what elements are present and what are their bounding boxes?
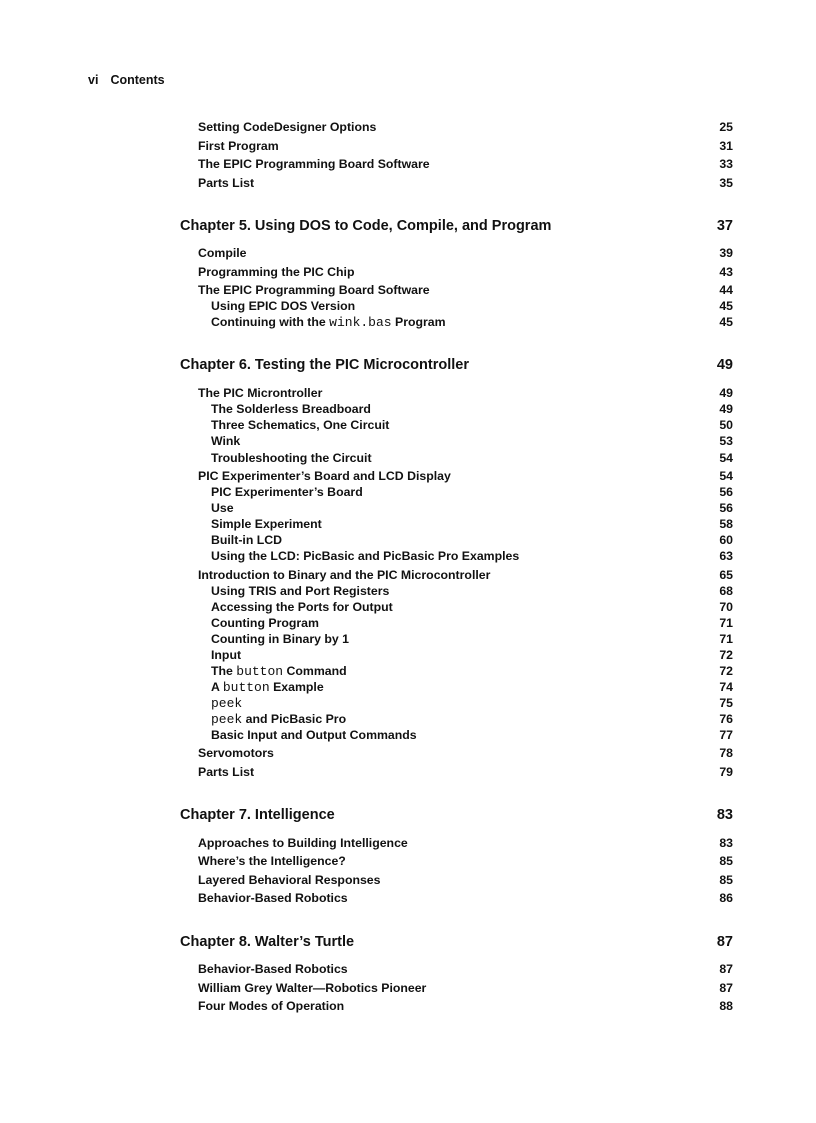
chapter-title: Chapter 6. Testing the PIC Microcontroller [180, 357, 469, 373]
chapter-page: 83 [716, 807, 733, 823]
toc-entry-page: 31 [719, 139, 733, 153]
toc-entry-title: Using the LCD: PicBasic and PicBasic Pro Examples [211, 549, 520, 563]
toc-entry-title: Four Modes of Operation [198, 999, 345, 1013]
toc-entry-title: Input [211, 648, 242, 662]
toc-entry-page: 35 [719, 176, 733, 190]
toc-entry-page: 88 [719, 999, 733, 1013]
toc-entry-title: Three Schematics, One Circuit [211, 418, 390, 432]
toc-entry-title: Where’s the Intelligence? [198, 854, 346, 868]
toc-entry-page: 50 [719, 418, 733, 432]
toc-entry-page: 39 [719, 246, 733, 260]
toc-entry-title: The PIC Microntroller [198, 386, 323, 400]
toc-entry-title: Layered Behavioral Responses [198, 873, 381, 887]
toc-entry-title: Parts List [198, 765, 255, 779]
toc-entry-page: 25 [719, 120, 733, 134]
toc-entry-page: 71 [719, 616, 733, 630]
toc-entry-page: 86 [719, 891, 733, 905]
running-head-title: Contents [110, 73, 165, 87]
toc-entry-title: Accessing the Ports for Output [211, 600, 393, 614]
toc-entry-page: 87 [719, 962, 733, 976]
toc-entry-page: 85 [719, 873, 733, 887]
toc-entry-title: PIC Experimenter’s Board and LCD Display [198, 469, 451, 483]
toc-entry-page: 72 [719, 648, 733, 662]
toc-entry-title: Continuing with the wink.bas Program [211, 315, 446, 330]
toc-entry-page: 83 [719, 836, 733, 850]
toc-entry-title: Compile [198, 246, 247, 260]
toc-entry-title: PIC Experimenter’s Board [211, 485, 363, 499]
running-head [88, 73, 165, 87]
toc-entry-title: peek and PicBasic Pro [211, 712, 347, 727]
code-term: button [236, 664, 284, 679]
toc-entry-page: 33 [719, 157, 733, 171]
toc-entry-title: Behavior-Based Robotics [198, 962, 348, 976]
toc-entry-page: 58 [719, 517, 733, 531]
toc-entry-title: First Program [198, 139, 279, 153]
toc-entry-title: The Solderless Breadboard [211, 402, 371, 416]
toc-entry-page: 77 [719, 728, 733, 742]
toc-entry-page: 71 [719, 632, 733, 646]
toc-entry-page: 76 [719, 712, 733, 726]
toc-entry-page: 79 [719, 765, 733, 779]
toc-entry-title: Using EPIC DOS Version [211, 299, 356, 313]
toc-entry-page: 45 [719, 299, 733, 313]
toc-entry-page: 49 [719, 402, 733, 416]
toc-entry-page: 54 [719, 469, 733, 483]
toc-entry-title: Wink [211, 434, 241, 448]
chapter-page: 37 [716, 218, 733, 234]
toc-entry-page: 65 [719, 568, 733, 582]
toc-entry-title: William Grey Walter—Robotics Pioneer [198, 981, 427, 995]
toc-entry-page: 78 [719, 746, 733, 760]
toc-entry-title: Troubleshooting the Circuit [211, 451, 372, 465]
toc-entry-page: 63 [719, 549, 733, 563]
code-term: wink.bas [329, 315, 392, 330]
toc-entry-title: Counting in Binary by 1 [211, 632, 350, 646]
toc-entry-page: 70 [719, 600, 733, 614]
toc-entry-page: 56 [719, 501, 733, 515]
toc-entry-title: The button Command [211, 664, 347, 679]
toc-entry-title: Behavior-Based Robotics [198, 891, 348, 905]
toc-entry-page: 85 [719, 854, 733, 868]
toc-entry-title: The EPIC Programming Board Software [198, 283, 430, 297]
page-number-roman: vi [88, 73, 99, 87]
toc-entry-title: Parts List [198, 176, 255, 190]
toc-entry-page: 74 [719, 680, 733, 694]
toc-entry-title [211, 696, 242, 711]
toc-entry-title: Basic Input and Output Commands [211, 728, 417, 742]
chapter-title: Chapter 5. Using DOS to Code, Compile, and Program [180, 218, 552, 234]
chapter-title: Chapter 7. Intelligence [180, 807, 335, 823]
toc-entry-page: 75 [719, 696, 733, 710]
toc-entry-title: Programming the PIC Chip [198, 265, 355, 279]
toc-entry-page: 72 [719, 664, 733, 678]
chapter-page: 87 [716, 934, 733, 950]
code-term: peek [211, 696, 243, 711]
toc-entry-title: Using TRIS and Port Registers [211, 584, 390, 598]
toc-entry-page: 68 [719, 584, 733, 598]
toc-entry-title: A button Example [211, 680, 324, 695]
code-term: peek [211, 712, 243, 727]
chapter-title: Chapter 8. Walter’s Turtle [180, 934, 355, 950]
toc-entry-title: Setting CodeDesigner Options [198, 120, 377, 134]
toc-entry-page: 43 [719, 265, 733, 279]
toc-entry-page: 53 [719, 434, 733, 448]
toc-entry-page: 87 [719, 981, 733, 995]
chapter-page: 49 [716, 357, 733, 373]
code-term: button [222, 680, 270, 695]
toc-entry-page: 60 [719, 533, 733, 547]
toc-entry-title: The EPIC Programming Board Software [198, 157, 430, 171]
toc-entry-title: Simple Experiment [211, 517, 322, 531]
toc-entry-title: Introduction to Binary and the PIC Microcontroller [198, 568, 491, 582]
toc-entry-page: 45 [719, 315, 733, 329]
toc-entry-title: Servomotors [198, 746, 274, 760]
toc-entry-title: Approaches to Building Intelligence [198, 836, 408, 850]
toc-entry-page: 49 [719, 386, 733, 400]
toc-entry-title: Built-in LCD [211, 533, 283, 547]
toc-entry-page: 54 [719, 451, 733, 465]
toc-entry-title: Counting Program [211, 616, 319, 630]
toc-entry-title: Use [211, 501, 234, 515]
toc-entry-page: 44 [719, 283, 733, 297]
toc-entry-page: 56 [719, 485, 733, 499]
